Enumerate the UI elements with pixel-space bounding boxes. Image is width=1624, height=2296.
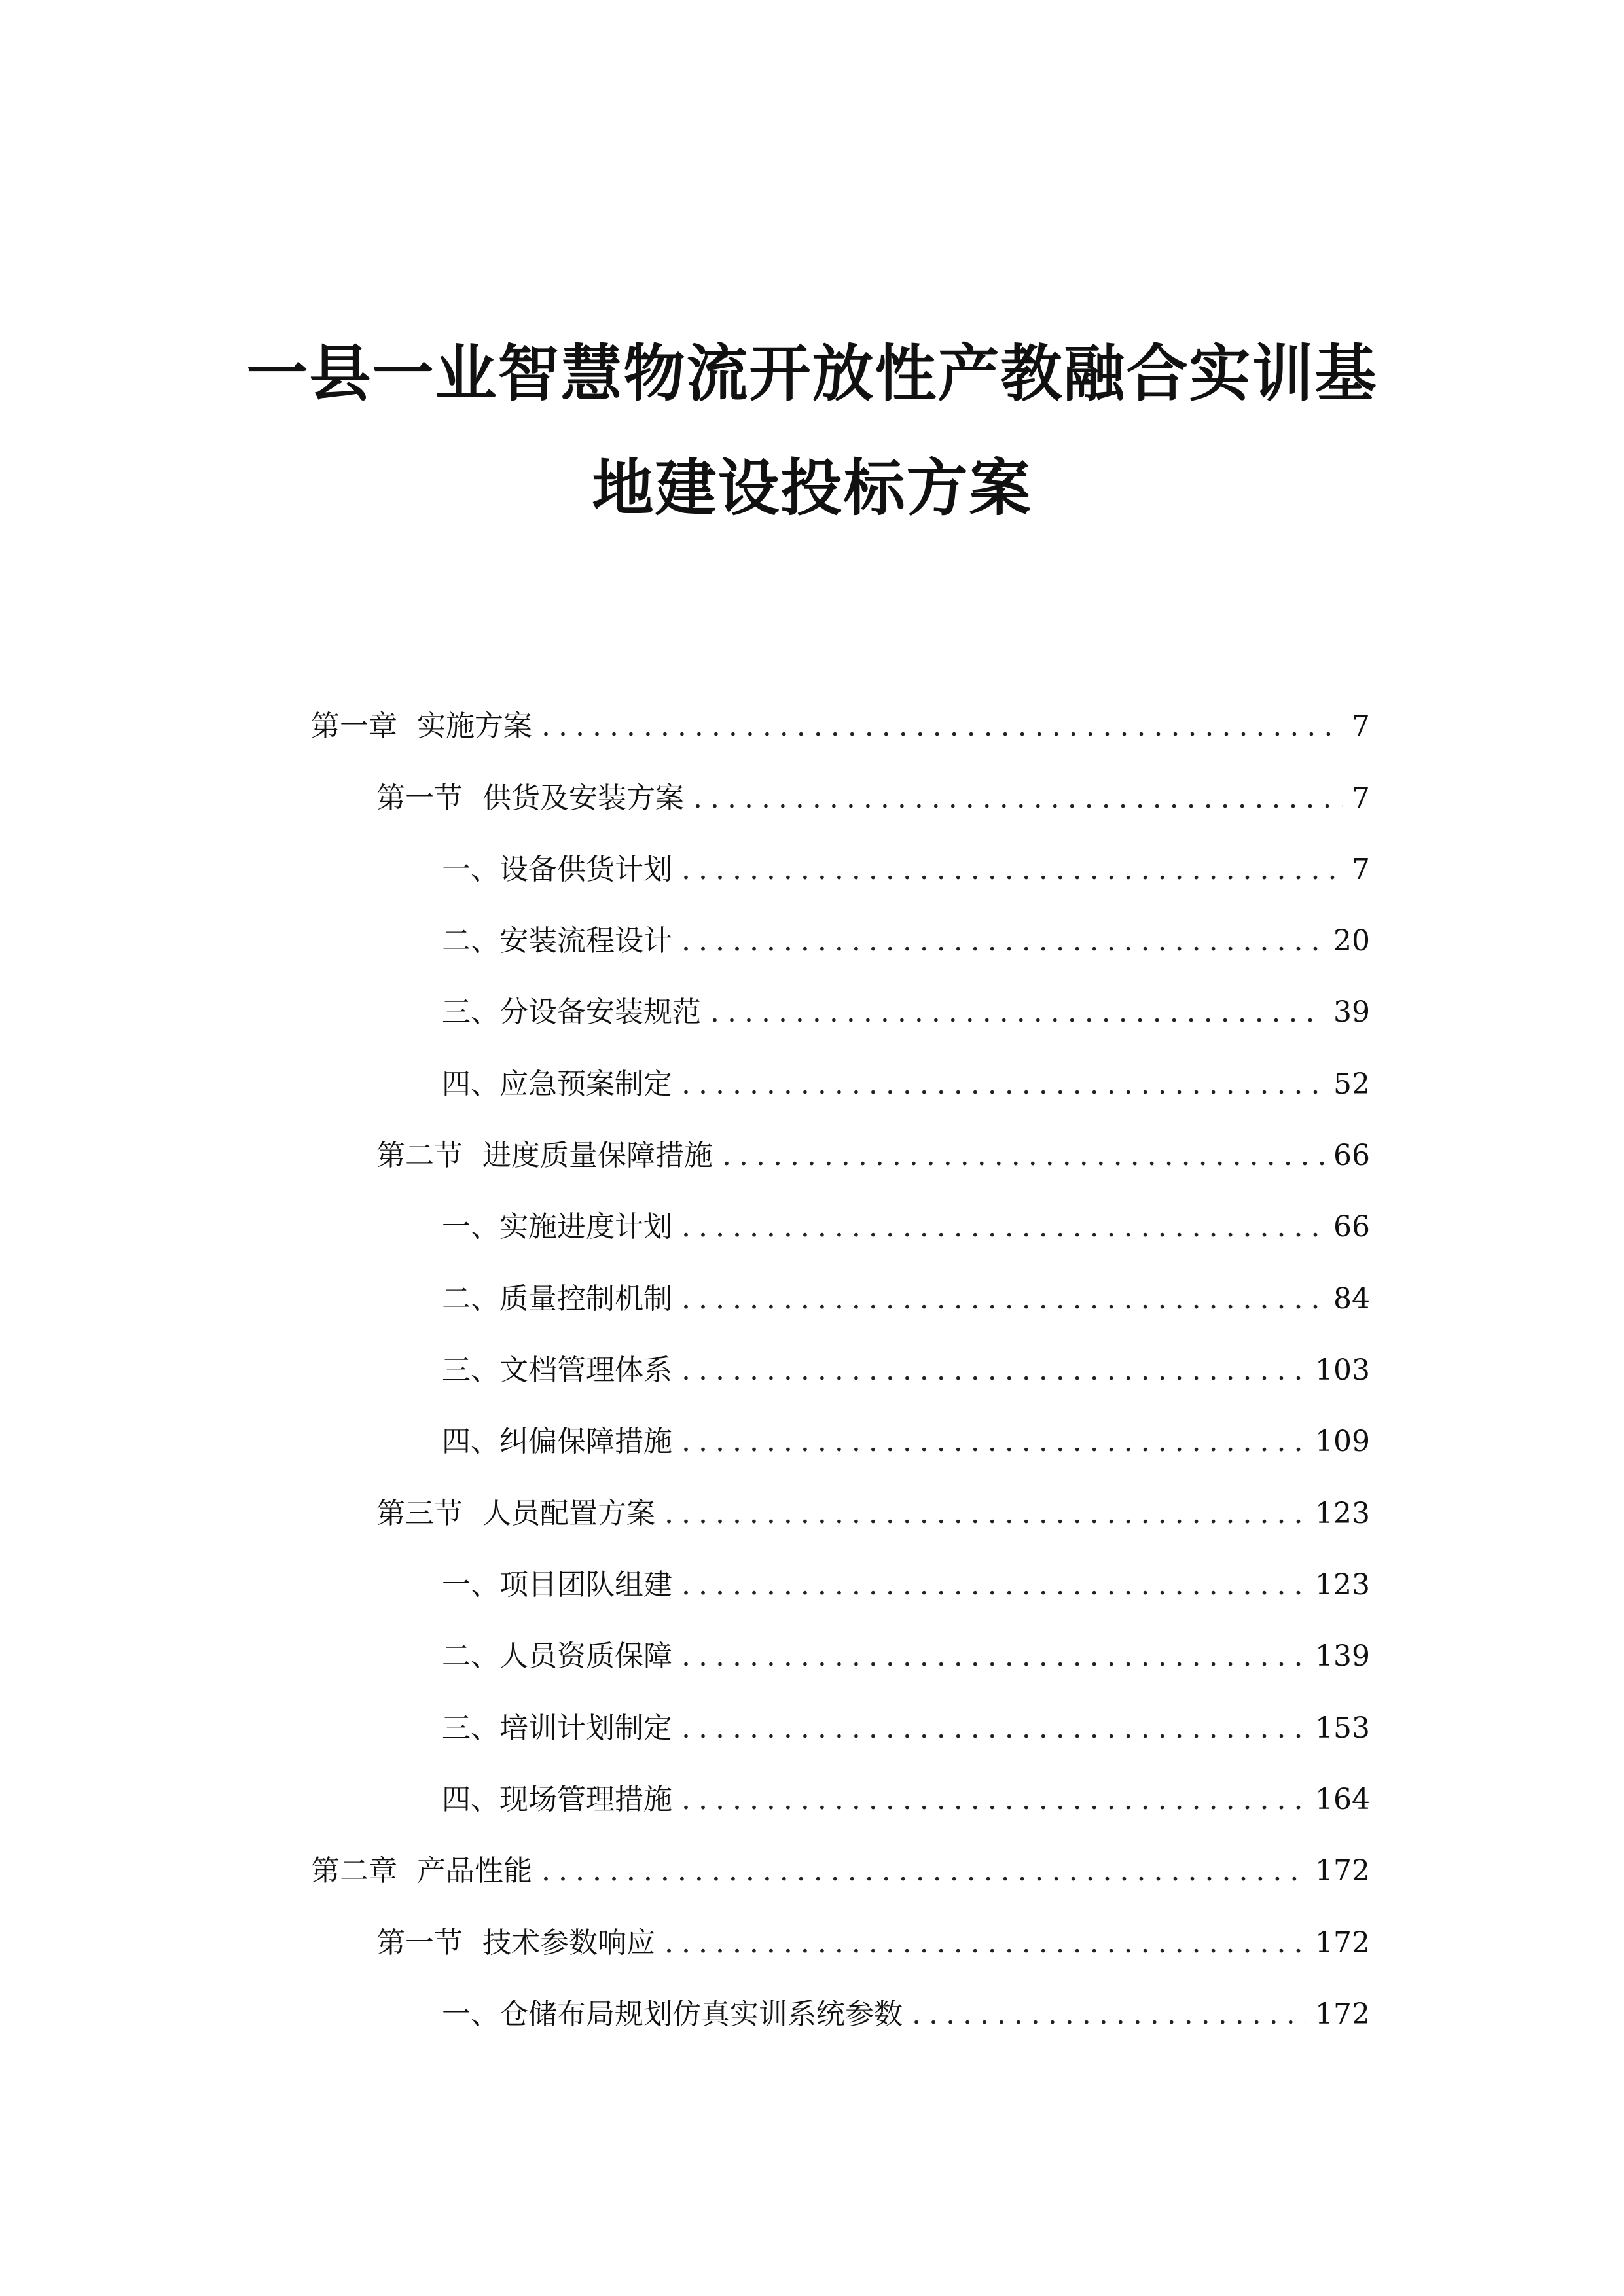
- toc-entry-page: 20: [1333, 924, 1370, 958]
- dot-leader: [541, 1852, 1306, 1891]
- toc-entry-label: 文档管理体系: [499, 1354, 672, 1387]
- toc-entry-page: 103: [1315, 1354, 1370, 1387]
- toc-entry-label: 项目团队组建: [499, 1568, 672, 1602]
- toc-entry[interactable]: [376, 1924, 1370, 1963]
- toc-entry[interactable]: [442, 993, 1370, 1032]
- toc-entry-label: 分设备安装规范: [499, 996, 701, 1029]
- dot-leader: [681, 1065, 1324, 1104]
- dot-leader: [681, 1780, 1306, 1820]
- toc-entry-label: 实施方案: [417, 709, 532, 743]
- toc-entry-number: 四、: [442, 1783, 499, 1816]
- toc-entry[interactable]: [442, 1208, 1370, 1247]
- dot-leader: [681, 1709, 1306, 1748]
- toc-entry[interactable]: [442, 1065, 1370, 1104]
- toc-entry-page: 52: [1333, 1067, 1370, 1101]
- toc-entry[interactable]: [442, 1780, 1370, 1820]
- toc-entry-page: 172: [1315, 1926, 1370, 1960]
- toc-entry-number: 三、: [442, 1712, 499, 1745]
- toc-entry-number: 第一节: [376, 1926, 463, 1960]
- toc-entry[interactable]: [442, 1566, 1370, 1605]
- toc-entry-number: 二、: [442, 1282, 499, 1316]
- toc-entry-number: 一、: [442, 1210, 499, 1244]
- dot-leader: [681, 922, 1324, 961]
- toc-entry-number: 一、: [442, 1568, 499, 1602]
- toc-entry-label: 培训计划制定: [499, 1712, 672, 1745]
- toc-entry-page: 39: [1333, 996, 1370, 1029]
- toc-entry[interactable]: [442, 1995, 1370, 2034]
- toc-entry-number: 二、: [442, 924, 499, 958]
- toc-entry-page: 172: [1315, 1998, 1370, 2031]
- dot-leader: [693, 779, 1343, 818]
- toc-entry-number: 第二章: [311, 1854, 397, 1888]
- toc-entry-label: 人员配置方案: [482, 1497, 655, 1530]
- dot-leader: [710, 993, 1324, 1032]
- toc-entry-label: 产品性能: [417, 1854, 532, 1888]
- toc-entry[interactable]: [442, 1637, 1370, 1676]
- toc-entry-page: 109: [1315, 1425, 1370, 1458]
- dot-leader: [681, 850, 1343, 889]
- toc-entry-page: 66: [1333, 1139, 1370, 1172]
- dot-leader: [681, 1280, 1324, 1319]
- dot-leader: [681, 1351, 1306, 1390]
- toc-entry[interactable]: [442, 922, 1370, 961]
- toc-entry[interactable]: [311, 1852, 1370, 1891]
- toc-entry-number: 一、: [442, 853, 499, 886]
- toc-entry[interactable]: [376, 1136, 1370, 1175]
- toc-entry-page: 164: [1315, 1783, 1370, 1816]
- toc-entry-label: 设备供货计划: [499, 853, 672, 886]
- toc-entry-page: 7: [1352, 853, 1370, 886]
- toc-entry-page: 139: [1315, 1640, 1370, 1673]
- dot-leader: [912, 1995, 1306, 2034]
- toc-entry-label: 仓储布局规划仿真实训系统参数: [499, 1998, 903, 2031]
- toc-entry[interactable]: [442, 1422, 1370, 1462]
- dot-leader: [664, 1924, 1306, 1963]
- toc-entry-number: 三、: [442, 1354, 499, 1387]
- toc-entry-page: 84: [1333, 1282, 1370, 1316]
- toc-entry-number: 二、: [442, 1640, 499, 1673]
- dot-leader: [681, 1637, 1306, 1676]
- toc-entry-page: 66: [1333, 1210, 1370, 1244]
- toc-entry-page: 172: [1315, 1854, 1370, 1888]
- document-title-line-2: 地建设投标方案: [592, 453, 1032, 524]
- toc-entry-label: 质量控制机制: [499, 1282, 672, 1316]
- toc-entry-number: 一、: [442, 1998, 499, 2031]
- toc-entry-page: 123: [1315, 1568, 1370, 1602]
- toc-entry-number: 第一章: [311, 709, 397, 743]
- toc-entry-number: 三、: [442, 996, 499, 1029]
- toc-entry[interactable]: [376, 779, 1370, 818]
- dot-leader: [664, 1494, 1306, 1534]
- toc-entry-label: 技术参数响应: [482, 1926, 655, 1960]
- toc-entry-number: 四、: [442, 1425, 499, 1458]
- dot-leader: [681, 1566, 1306, 1605]
- toc-entry-page: 153: [1315, 1712, 1370, 1745]
- toc-entry-label: 供货及安装方案: [482, 781, 684, 815]
- toc-entry-label: 人员资质保障: [499, 1640, 672, 1673]
- toc-entry-number: 第三节: [376, 1497, 463, 1530]
- toc-entry-label: 应急预案制定: [499, 1067, 672, 1101]
- dot-leader: [681, 1208, 1324, 1247]
- toc-entry-label: 现场管理措施: [499, 1783, 672, 1816]
- toc-entry[interactable]: [442, 1280, 1370, 1319]
- toc-entry[interactable]: [442, 850, 1370, 889]
- toc-entry-label: 纠偏保障措施: [499, 1425, 672, 1458]
- toc-entry-label: 实施进度计划: [499, 1210, 672, 1244]
- dot-leader: [541, 707, 1343, 746]
- document-title-line-1: 一县一业智慧物流开放性产教融合实训基: [246, 338, 1378, 410]
- dot-leader: [722, 1136, 1324, 1175]
- toc-entry-page: 7: [1352, 781, 1370, 815]
- toc-entry[interactable]: [442, 1351, 1370, 1390]
- dot-leader: [681, 1422, 1306, 1462]
- toc-entry-number: 第一节: [376, 781, 463, 815]
- toc-entry[interactable]: [376, 1494, 1370, 1534]
- toc-entry-number: 四、: [442, 1067, 499, 1101]
- toc-entry-label: 进度质量保障措施: [482, 1139, 713, 1172]
- toc-entry-page: 123: [1315, 1497, 1370, 1530]
- toc-entry-number: 第二节: [376, 1139, 463, 1172]
- toc-entry-label: 安装流程设计: [499, 924, 672, 958]
- toc-entry[interactable]: [442, 1709, 1370, 1748]
- toc-entry-page: 7: [1352, 709, 1370, 743]
- toc-entry[interactable]: [311, 707, 1370, 746]
